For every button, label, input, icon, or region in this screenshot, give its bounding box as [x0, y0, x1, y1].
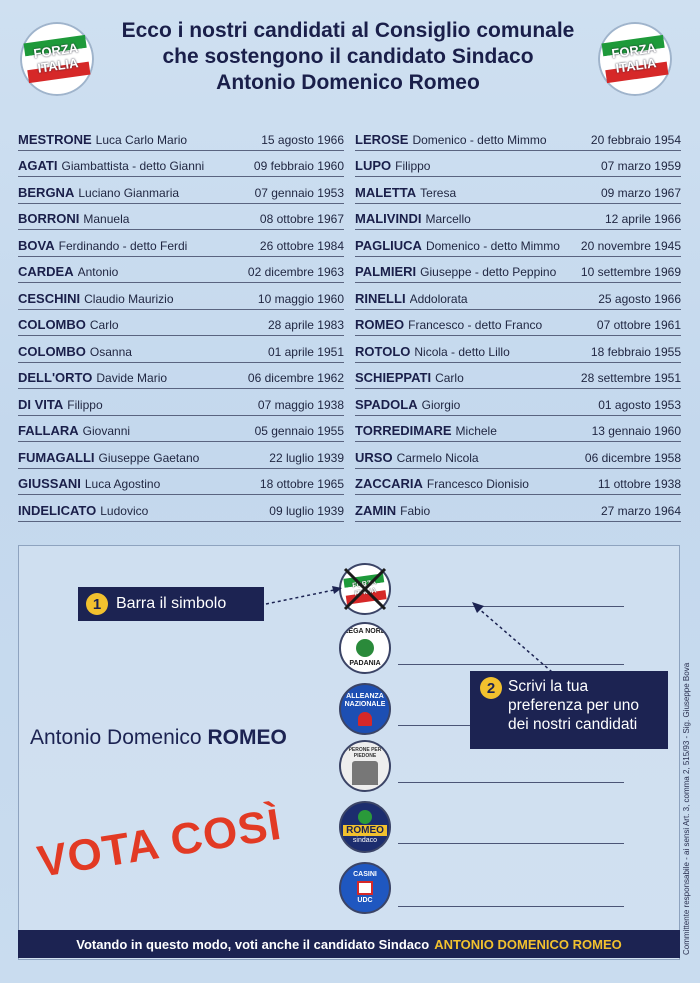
candidate-given-name: Luciano Gianmaria	[78, 185, 180, 200]
candidate-given-name: Luca Agostino	[84, 477, 161, 491]
candidate-surname: AGATI	[18, 158, 58, 173]
candidate-given-name: Giuseppe Gaetano	[98, 450, 200, 465]
candidate-given-name: Marcello	[425, 212, 471, 226]
candidate-last-name: ROMEO	[207, 726, 287, 749]
candidate-birth-date: 06 dicembre 1962	[247, 371, 344, 385]
shield-icon	[357, 881, 373, 895]
title-line-2: che sostengono il candidato Sindaco	[162, 45, 534, 68]
preference-line[interactable]	[398, 843, 624, 844]
candidate-surname: BOVA	[18, 237, 55, 253]
candidate-row	[18, 416, 344, 443]
title-line-1: Ecco i nostri candidati al Consiglio comunale	[121, 19, 575, 42]
candidate-surname: URSO	[355, 449, 393, 465]
symbol-label: CASINI	[353, 871, 377, 878]
alleanza-nazionale-symbol	[339, 683, 391, 735]
candidate-given-name: Nicola - detto Lillo	[414, 344, 510, 359]
candidate-surname: ROTOLO	[355, 343, 411, 359]
candidate-birth-date: 12 aprile 1966	[604, 212, 681, 226]
candidate-first-name: Antonio Domenico	[30, 726, 202, 749]
candidate-row	[355, 151, 681, 178]
step-1-callout	[78, 587, 264, 621]
step-text: Barra il simbolo	[116, 595, 227, 612]
arrow-icon	[264, 584, 344, 608]
flag-icon	[602, 35, 669, 83]
candidate-row	[18, 389, 344, 416]
candidate-row	[18, 124, 344, 151]
candidate-birth-date: 08 ottobre 1967	[259, 212, 344, 226]
candidate-given-name: Carlo	[435, 371, 464, 385]
candidate-given-name: Domenico - detto Mimmo	[425, 238, 560, 253]
candidate-birth-date: 28 settembre 1951	[580, 371, 681, 385]
candidate-birth-date: 15 agosto 1966	[261, 132, 344, 147]
candidate-given-name: Giorgio	[421, 397, 461, 412]
candidate-birth-date: 09 marzo 1967	[600, 185, 681, 200]
candidate-birth-date: 01 agosto 1953	[598, 397, 681, 412]
candidate-surname: CESCHINI	[18, 290, 81, 306]
symbol-label: FORZA ITALIA	[351, 579, 377, 598]
candidate-birth-date: 07 gennaio 1953	[254, 185, 344, 200]
symbol-label: ROMEO	[343, 825, 387, 836]
legal-note: Committente responsabile - ai sensi Art. 3, comma 2, 515/93 - Sig. Giuseppe Bova	[682, 662, 691, 955]
candidate-birth-date: 20 febbraio 1954	[590, 132, 681, 147]
candidate-birth-date: 02 dicembre 1963	[247, 265, 344, 279]
candidate-surname: PALMIERI	[355, 264, 417, 279]
candidate-surname: SCHIEPPATI	[355, 370, 432, 385]
candidate-birth-date: 28 aprile 1983	[267, 318, 344, 332]
candidate-given-name: Giambattista - detto Gianni	[61, 159, 205, 173]
candidate-row	[355, 230, 681, 257]
candidate-birth-date: 13 gennaio 1960	[591, 424, 681, 438]
logo-text: FORZA ITALIA	[610, 40, 658, 76]
candidate-surname: DELL'ORTO	[18, 370, 93, 385]
forza-italia-logo-left	[20, 22, 94, 96]
candidate-given-name: Addolorata	[409, 291, 468, 306]
candidate-surname: MALIVINDI	[355, 211, 422, 226]
lega-nord-symbol	[339, 622, 391, 674]
symbol-label: ALLEANZA NAZIONALE	[344, 692, 386, 708]
candidate-row	[355, 204, 681, 231]
candidate-row	[18, 177, 344, 204]
candidate-birth-date: 07 ottobre 1961	[596, 318, 681, 332]
forza-italia-logo-right	[598, 22, 672, 96]
candidate-given-name: Filippo	[67, 397, 103, 412]
footer-banner	[18, 930, 680, 958]
candidate-birth-date: 18 febbraio 1955	[590, 344, 681, 359]
candidate-row	[355, 124, 681, 151]
candidate-row	[355, 257, 681, 284]
candidate-row	[355, 336, 681, 363]
candidate-birth-date: 09 luglio 1939	[269, 503, 344, 518]
romeo-sindaco-symbol	[339, 801, 391, 853]
symbol-label: PADANIA	[349, 660, 381, 667]
udc-symbol	[339, 862, 391, 914]
footer-text: Votando in questo modo, voti anche il candidato Sindaco	[76, 936, 430, 952]
clover-icon	[358, 810, 372, 824]
candidate-given-name: Ferdinando - detto Ferdi	[58, 238, 188, 253]
candidate-row	[18, 230, 344, 257]
candidate-row	[18, 363, 344, 390]
candidate-surname: BORRONI	[18, 211, 80, 226]
title-line-3: Antonio Domenico Romeo	[216, 71, 480, 94]
candidate-surname: TORREDIMARE	[355, 423, 452, 438]
page-title	[100, 18, 596, 96]
candidate-row	[355, 469, 681, 496]
candidate-given-name: Francesco Dionisio	[426, 477, 529, 491]
candidate-surname: ZACCARIA	[355, 476, 423, 491]
candidate-surname: CARDEA	[18, 264, 74, 279]
candidate-given-name: Fabio	[400, 503, 431, 518]
footer-highlight: ANTONIO DOMENICO ROMEO	[434, 936, 622, 952]
candidate-given-name: Manuela	[83, 212, 130, 226]
candidate-birth-date: 10 settembre 1969	[580, 265, 681, 279]
preference-line[interactable]	[398, 906, 624, 907]
step-2-callout	[470, 671, 668, 749]
candidate-surname: BERGNA	[18, 184, 75, 200]
candidate-surname: COLOMBO	[18, 343, 86, 359]
candidate-row	[355, 363, 681, 390]
candidate-row	[18, 495, 344, 522]
symbol-label: UDC	[357, 897, 373, 904]
symbol-label: PERONE PER PIEDONE	[348, 747, 382, 759]
candidate-row	[355, 416, 681, 443]
candidate-row	[18, 336, 344, 363]
candidate-given-name: Luca Carlo Mario	[95, 132, 188, 147]
candidate-row	[18, 204, 344, 231]
candidate-surname: MESTRONE	[18, 131, 92, 147]
candidate-birth-date: 26 ottobre 1984	[259, 238, 344, 253]
candidate-row	[355, 389, 681, 416]
candidate-birth-date: 05 gennaio 1955	[254, 424, 344, 438]
candidate-surname: PAGLIUCA	[355, 237, 422, 253]
candidate-given-name: Carlo	[89, 318, 119, 332]
flag-icon	[24, 35, 91, 83]
candidate-surname: MALETTA	[355, 184, 417, 200]
candidate-given-name: Giovanni	[82, 424, 131, 438]
candidate-birth-date: 22 luglio 1939	[269, 450, 344, 465]
symbol-sublabel: sindaco	[352, 836, 378, 844]
cross-mark-icon	[339, 563, 391, 615]
candidate-birth-date: 10 maggio 1960	[257, 291, 344, 306]
candidate-list-left	[18, 124, 344, 522]
candidate-surname: LUPO	[355, 158, 392, 173]
candidate-given-name: Davide Mario	[96, 371, 168, 385]
candidate-given-name: Domenico - detto Mimmo	[412, 132, 547, 147]
candidate-given-name: Carmelo Nicola	[396, 450, 479, 465]
mayor-candidate-name	[30, 726, 287, 750]
candidate-birth-date: 11 ottobre 1938	[597, 477, 681, 491]
candidate-row	[355, 495, 681, 522]
candidate-surname: ROMEO	[355, 317, 405, 332]
candidate-surname: FALLARA	[18, 423, 79, 438]
candidate-row	[18, 310, 344, 337]
candidate-list-right	[355, 124, 681, 522]
candidate-given-name: Antonio	[77, 265, 119, 279]
symbol-label: LEGA NORD	[344, 628, 386, 635]
candidate-given-name: Filippo	[395, 159, 431, 173]
candidate-birth-date: 27 marzo 1964	[600, 503, 681, 518]
candidate-row	[355, 177, 681, 204]
candidate-row	[18, 257, 344, 284]
candidate-birth-date: 25 agosto 1966	[598, 291, 681, 306]
candidate-given-name: Giuseppe - detto Peppino	[420, 265, 557, 279]
candidate-surname: GIUSSANI	[18, 476, 81, 491]
candidate-given-name: Osanna	[89, 344, 132, 359]
candidate-surname: DI VITA	[18, 396, 64, 412]
candidate-given-name: Teresa	[420, 185, 457, 200]
preference-line[interactable]	[398, 782, 624, 783]
candidate-surname: RINELLI	[355, 290, 406, 306]
candidate-row	[18, 151, 344, 178]
civic-list-symbol	[339, 740, 391, 792]
candidate-surname: FUMAGALLI	[18, 449, 95, 465]
candidate-surname: SPADOLA	[355, 396, 418, 412]
candidate-row	[355, 310, 681, 337]
candidate-row	[355, 283, 681, 310]
candidate-given-name: Claudio Maurizio	[84, 291, 174, 306]
candidate-given-name: Francesco - detto Franco	[408, 318, 543, 332]
candidate-given-name: Michele	[455, 424, 497, 438]
candidate-birth-date: 01 aprile 1951	[267, 344, 344, 359]
candidate-row	[355, 442, 681, 469]
candidate-birth-date: 18 ottobre 1965	[259, 477, 344, 491]
logo-text: FORZA ITALIA	[32, 40, 80, 76]
flame-icon	[358, 712, 372, 726]
candidate-surname: COLOMBO	[18, 317, 86, 332]
candidate-birth-date: 09 febbraio 1960	[253, 159, 344, 173]
candidate-row	[18, 469, 344, 496]
candidate-surname: LEROSE	[355, 131, 409, 147]
candidate-birth-date: 06 dicembre 1958	[584, 450, 681, 465]
candidate-row	[18, 283, 344, 310]
candidate-surname: ZAMIN	[355, 502, 397, 518]
step-text: Scrivi la tua preferenza per uno dei nostri candidati	[508, 678, 639, 733]
step-number: 2	[480, 677, 502, 699]
tower-icon	[352, 761, 378, 785]
step-number: 1	[86, 593, 108, 615]
candidate-surname: INDELICATO	[18, 502, 97, 518]
candidate-birth-date: 20 novembre 1945	[580, 238, 681, 253]
candidate-birth-date: 07 maggio 1938	[257, 397, 344, 412]
candidate-row	[18, 442, 344, 469]
arrow-icon	[468, 600, 558, 676]
candidate-birth-date: 07 marzo 1959	[600, 159, 681, 173]
warrior-icon	[356, 639, 374, 657]
candidate-given-name: Ludovico	[100, 503, 149, 518]
vota-cosi-slogan: VOTA COSÌ	[34, 799, 285, 887]
